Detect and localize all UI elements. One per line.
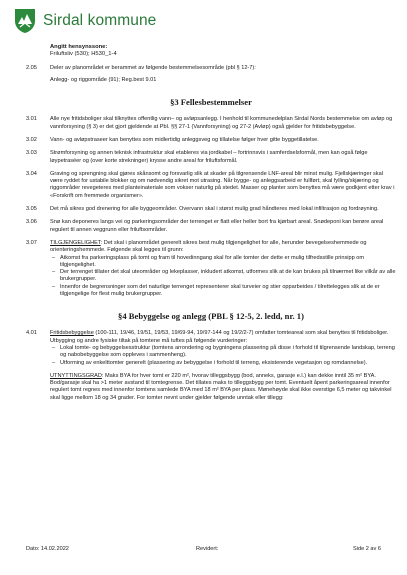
item-text [50, 240, 396, 255]
item-text [50, 330, 396, 345]
item-3-03 [26, 150, 396, 165]
fritidsbebyggelse-list [50, 345, 396, 367]
item-number: 2.05 [26, 64, 37, 71]
tilgjengelighet-text: : Det skal i planområdet generelt sikres best mulig tilgjengelighet for alle, herunder bevegelseshemmede og orienteringshemmede. Følgende skal legges til grunn: [50, 239, 367, 254]
footer-revidert: Revidert: [196, 546, 219, 552]
section-4-heading: §4 Bebyggelse og anlegg (PBL § 12-5, 2. ledd, nr. 1) [118, 311, 304, 322]
item-number: 3.05 [26, 206, 37, 213]
item-2-05-sub: Anlegg- og riggområde (91); Reg.best 9.01 [50, 77, 157, 84]
item-3-01 [26, 116, 396, 131]
item-3-04 [26, 171, 396, 200]
item-number: 4.01 [26, 330, 37, 337]
hensynssone-value: Friluftsliv (530); H530_1-4 [50, 51, 117, 58]
utnyttingsgrad-text: : Maks BYA for hver tomt er 220 m², hvorav tilleggsbygg (bod, anneks, garasje e.l.) kan dekke inntil 35 m² BYA. Bod/garasje skal ha >1 meter avstand til tomtegrense. Det tillates maks to tilleggsbygg per tomt. Eventuelt åpent parkeringsareal innenfor regulert tomt regnes med innenfor tomtens samlede BYA med 18 m² BYA per plass. Mønehøyde skal ikke overstige 6,5 meter og takvinkel skal ligge mellom 18 og 34 grader. For tomter nevnt under gjelder følgende unntak eller tillegg: [50, 372, 392, 401]
footer [26, 546, 381, 552]
item-3-06 [26, 219, 396, 234]
footer-date: Dato: 14.02.2022 [26, 546, 69, 552]
item-text: Snø kan deponeres langs vei og parkeringsområder der terrenget er flatt eller heller bort fra kjørbart areal. Snødeponi kan berøre areal regulert til annen veggrunn eller friluftsområder. [50, 219, 384, 233]
list-item: – Utforming av enkelttomter generelt (plassering av bebyggelse i forhold til terreng, eksisterende vegetasjon og romdannelse). [60, 360, 396, 367]
list-item: – Innenfor de begrensninger som det naturlige terrenget representerer skal turveier og stier opparbeides / tilrettelegges slik at de er tilgjengelige for flest mulig brukergrupper. [60, 284, 396, 299]
item-number: 3.07 [26, 239, 37, 246]
item-text: Graving og sprengning skal gjøres skånsomt og forsvarlig slik at skader på tilgrensende LNF-areal blir minst mulig. Fjellskjæringer skal være ryddet for ustabile blokker og om nødvendig sikret mot utrasing. Når bygge- og anleggsarbeid er fullført, skal fylling/skjæring og riggområder revegeteres med planteinateriale som vokser naturlig på stedet. Masser og planter som benyttes må være godkjent etter krav i «Forskrift om fremmede organismer». [50, 170, 395, 199]
footer-page-number: Side 2 av 6 [353, 546, 381, 552]
list-item: – Der terrenget tillater det skal uteområder og lekeplasser, inkludert atkomst, utformes slik at de kan brukes på tilnærmet like vilkår av alle brukergrupper. [60, 269, 396, 284]
fritidsbebyggelse-text: (100-111, 19/46, 19/51, 19/53, 19/69-94, 19/97-144 og 19/2/2-7) omfatter tomteareal som skal benyttes til fritidsboliger. Utbygging og andre fysiske tiltak på tomtene må tuftes på følgende vurderinger: [50, 330, 389, 344]
item-content [50, 330, 396, 402]
item-3-02 [26, 137, 396, 144]
item-number: 3.02 [26, 137, 37, 143]
utnyttingsgrad-heading: UTNYTTINGSGRAD [50, 372, 102, 379]
item-content [50, 240, 396, 298]
item-number: 3.01 [26, 116, 37, 123]
item-2-05 [26, 65, 396, 72]
item-number: 3.03 [26, 150, 37, 157]
document-body [26, 40, 396, 402]
item-number: 3.04 [26, 170, 37, 177]
item-text: Vann- og avløpstraseer kan benyttes som midlertidig anleggsveg og tillatelse følger hver gitte byggetillatelse. [50, 137, 319, 143]
list-item: – Lokal tomte- og bebyggelsesstruktur (tomtens arrondering og bygningens plassering på disse i forhold til tilgrensende landskap, terreng og nabobebyggelse som oppleves i sammenheng). [60, 345, 396, 360]
hensynssone-block [26, 44, 396, 59]
hensynssone-label: Angitt hensynssone: [50, 44, 108, 50]
item-text: Strømforsyning og annen teknisk infrastruktur skal etableres via jordkabel – fortrinnsvis i samferdselsformål, men kan også følge løypetraséer og (over korte strekninger) krysse andre areal for friluftsformål. [50, 150, 368, 164]
tilgjengelighet-heading: TILGJENGELIGHET [50, 239, 101, 246]
item-text: Alle nye fritidsboliger skal tilknyttes offentlig vann– og avløpsanlegg. I henhold til kommunedelplan Sirdal Nords bestemmelse om avløp og vannforsyning (§ 3) er det gjort gjeldende at Pbl. §§ 27-1 (Vannforsyning) og 27-2 (Avløp) også gjelder for fritidsbebyggelse. [50, 116, 393, 130]
coat-of-arms-logo [14, 8, 36, 34]
item-4-01 [26, 330, 396, 402]
item-text: Deler av planområdet er berammet av følgende bestemmelsesområde (pbl § 12-7): [50, 64, 256, 71]
item-3-05 [26, 206, 396, 213]
tilgjengelighet-list [50, 255, 396, 299]
utnyttingsgrad-paragraph [50, 373, 396, 402]
item-number: 3.06 [26, 219, 37, 226]
fritidsbebyggelse-heading: Fritidsbebyggelse [50, 330, 94, 337]
item-3-07 [26, 240, 396, 298]
header [14, 6, 156, 36]
list-item: – Atkomst fra parkeringsplass på tomt og fram til hovedinngang skal for alle tomter der dette er mulig tilfredsstille prinsipp om tilgjengelighet. [60, 255, 396, 270]
kommune-name: Sirdal kommune [43, 12, 157, 29]
item-text: Det må sikres god drenering for alle byggeområder. Overvann skal i størst mulig grad håndteres med lokal infiltrasjon og fordrøyning. [50, 206, 379, 213]
section-3-heading: §3 Fellesbestemmelser [170, 97, 252, 108]
